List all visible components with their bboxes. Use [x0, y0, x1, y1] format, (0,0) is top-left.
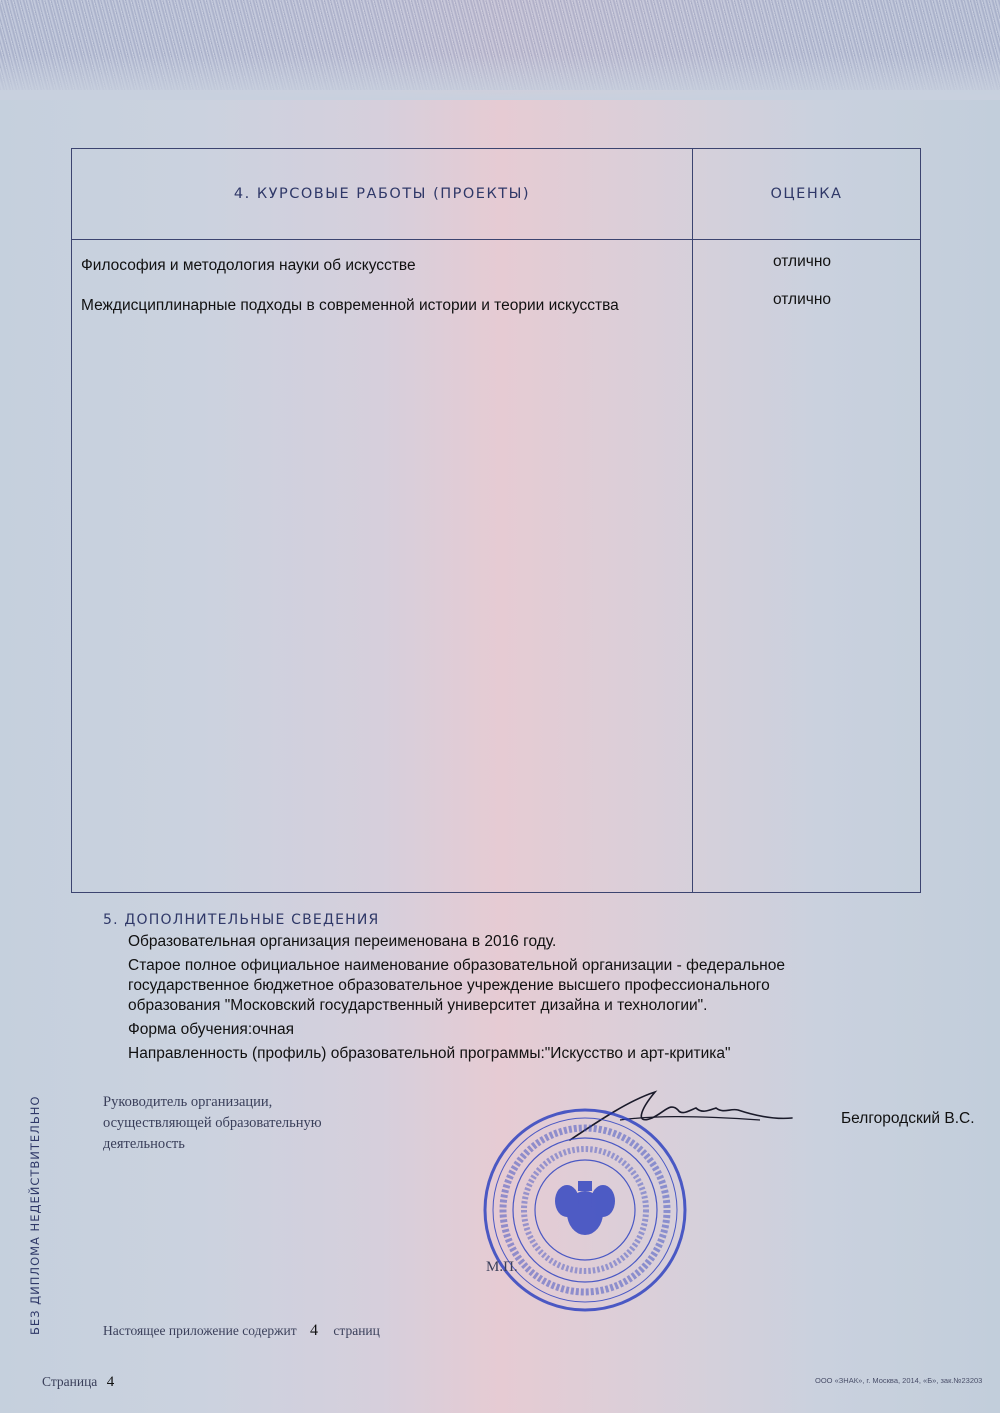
printer-imprint: ООО «ЗНАК», г. Москва, 2014, «Б», зак.№23203: [815, 1376, 983, 1385]
official-seal-image: [480, 1105, 690, 1315]
page-number: 4: [106, 1374, 115, 1390]
table-column-divider: [692, 149, 693, 892]
security-pattern-fade: [0, 55, 1000, 100]
pages-count: 4: [310, 1322, 319, 1339]
coursework-grade-2: отлично: [773, 291, 831, 308]
coursework-subject-2: Междисциплинарные подходы в современной истории и теории искусства: [81, 297, 619, 314]
pages-prefix: Настоящее приложение содержит: [103, 1323, 297, 1338]
coursework-header-title: 4. КУРСОВЫЕ РАБОТЫ (ПРОЕКТЫ): [233, 186, 531, 202]
additional-info-line-2: Старое полное официальное наименование образовательной организации - федеральное государственное бюджетное образовательное учреждение высшего профессионального образования "Московский государственный университет дизайна и технологии".: [128, 957, 785, 1014]
coursework-header-grade: ОЦЕНКА: [770, 186, 843, 202]
seal-place-label: М.П.: [486, 1259, 518, 1275]
coursework-table: [71, 148, 921, 893]
page-label: Страница: [42, 1374, 98, 1389]
side-validity-note: БЕЗ ДИПЛОМА НЕДЕЙСТВИТЕЛЬНО: [28, 1095, 42, 1335]
pages-suffix: страниц: [333, 1323, 380, 1338]
additional-info-line-3: Форма обучения:очная: [128, 1021, 295, 1038]
additional-info-line-4: Направленность (профиль) образовательной программы:"Искусство и арт-критика": [128, 1045, 731, 1062]
table-header-divider: [72, 239, 920, 240]
head-of-organization-name: Белгородский В.С.: [841, 1110, 975, 1127]
additional-info-title: 5. ДОПОЛНИТЕЛЬНЫЕ СВЕДЕНИЯ: [103, 912, 380, 928]
coursework-subject-1: Философия и методология науки об искусстве: [81, 257, 416, 274]
head-of-organization-label: Руководитель организации, осуществляющей образовательную деятельность: [103, 1094, 322, 1152]
pages-count-line: [103, 1322, 380, 1340]
page-number-line: [42, 1374, 114, 1391]
additional-info-line-1: Образовательная организация переименована в 2016 году.: [128, 933, 557, 950]
coursework-grade-1: отлично: [773, 253, 831, 270]
